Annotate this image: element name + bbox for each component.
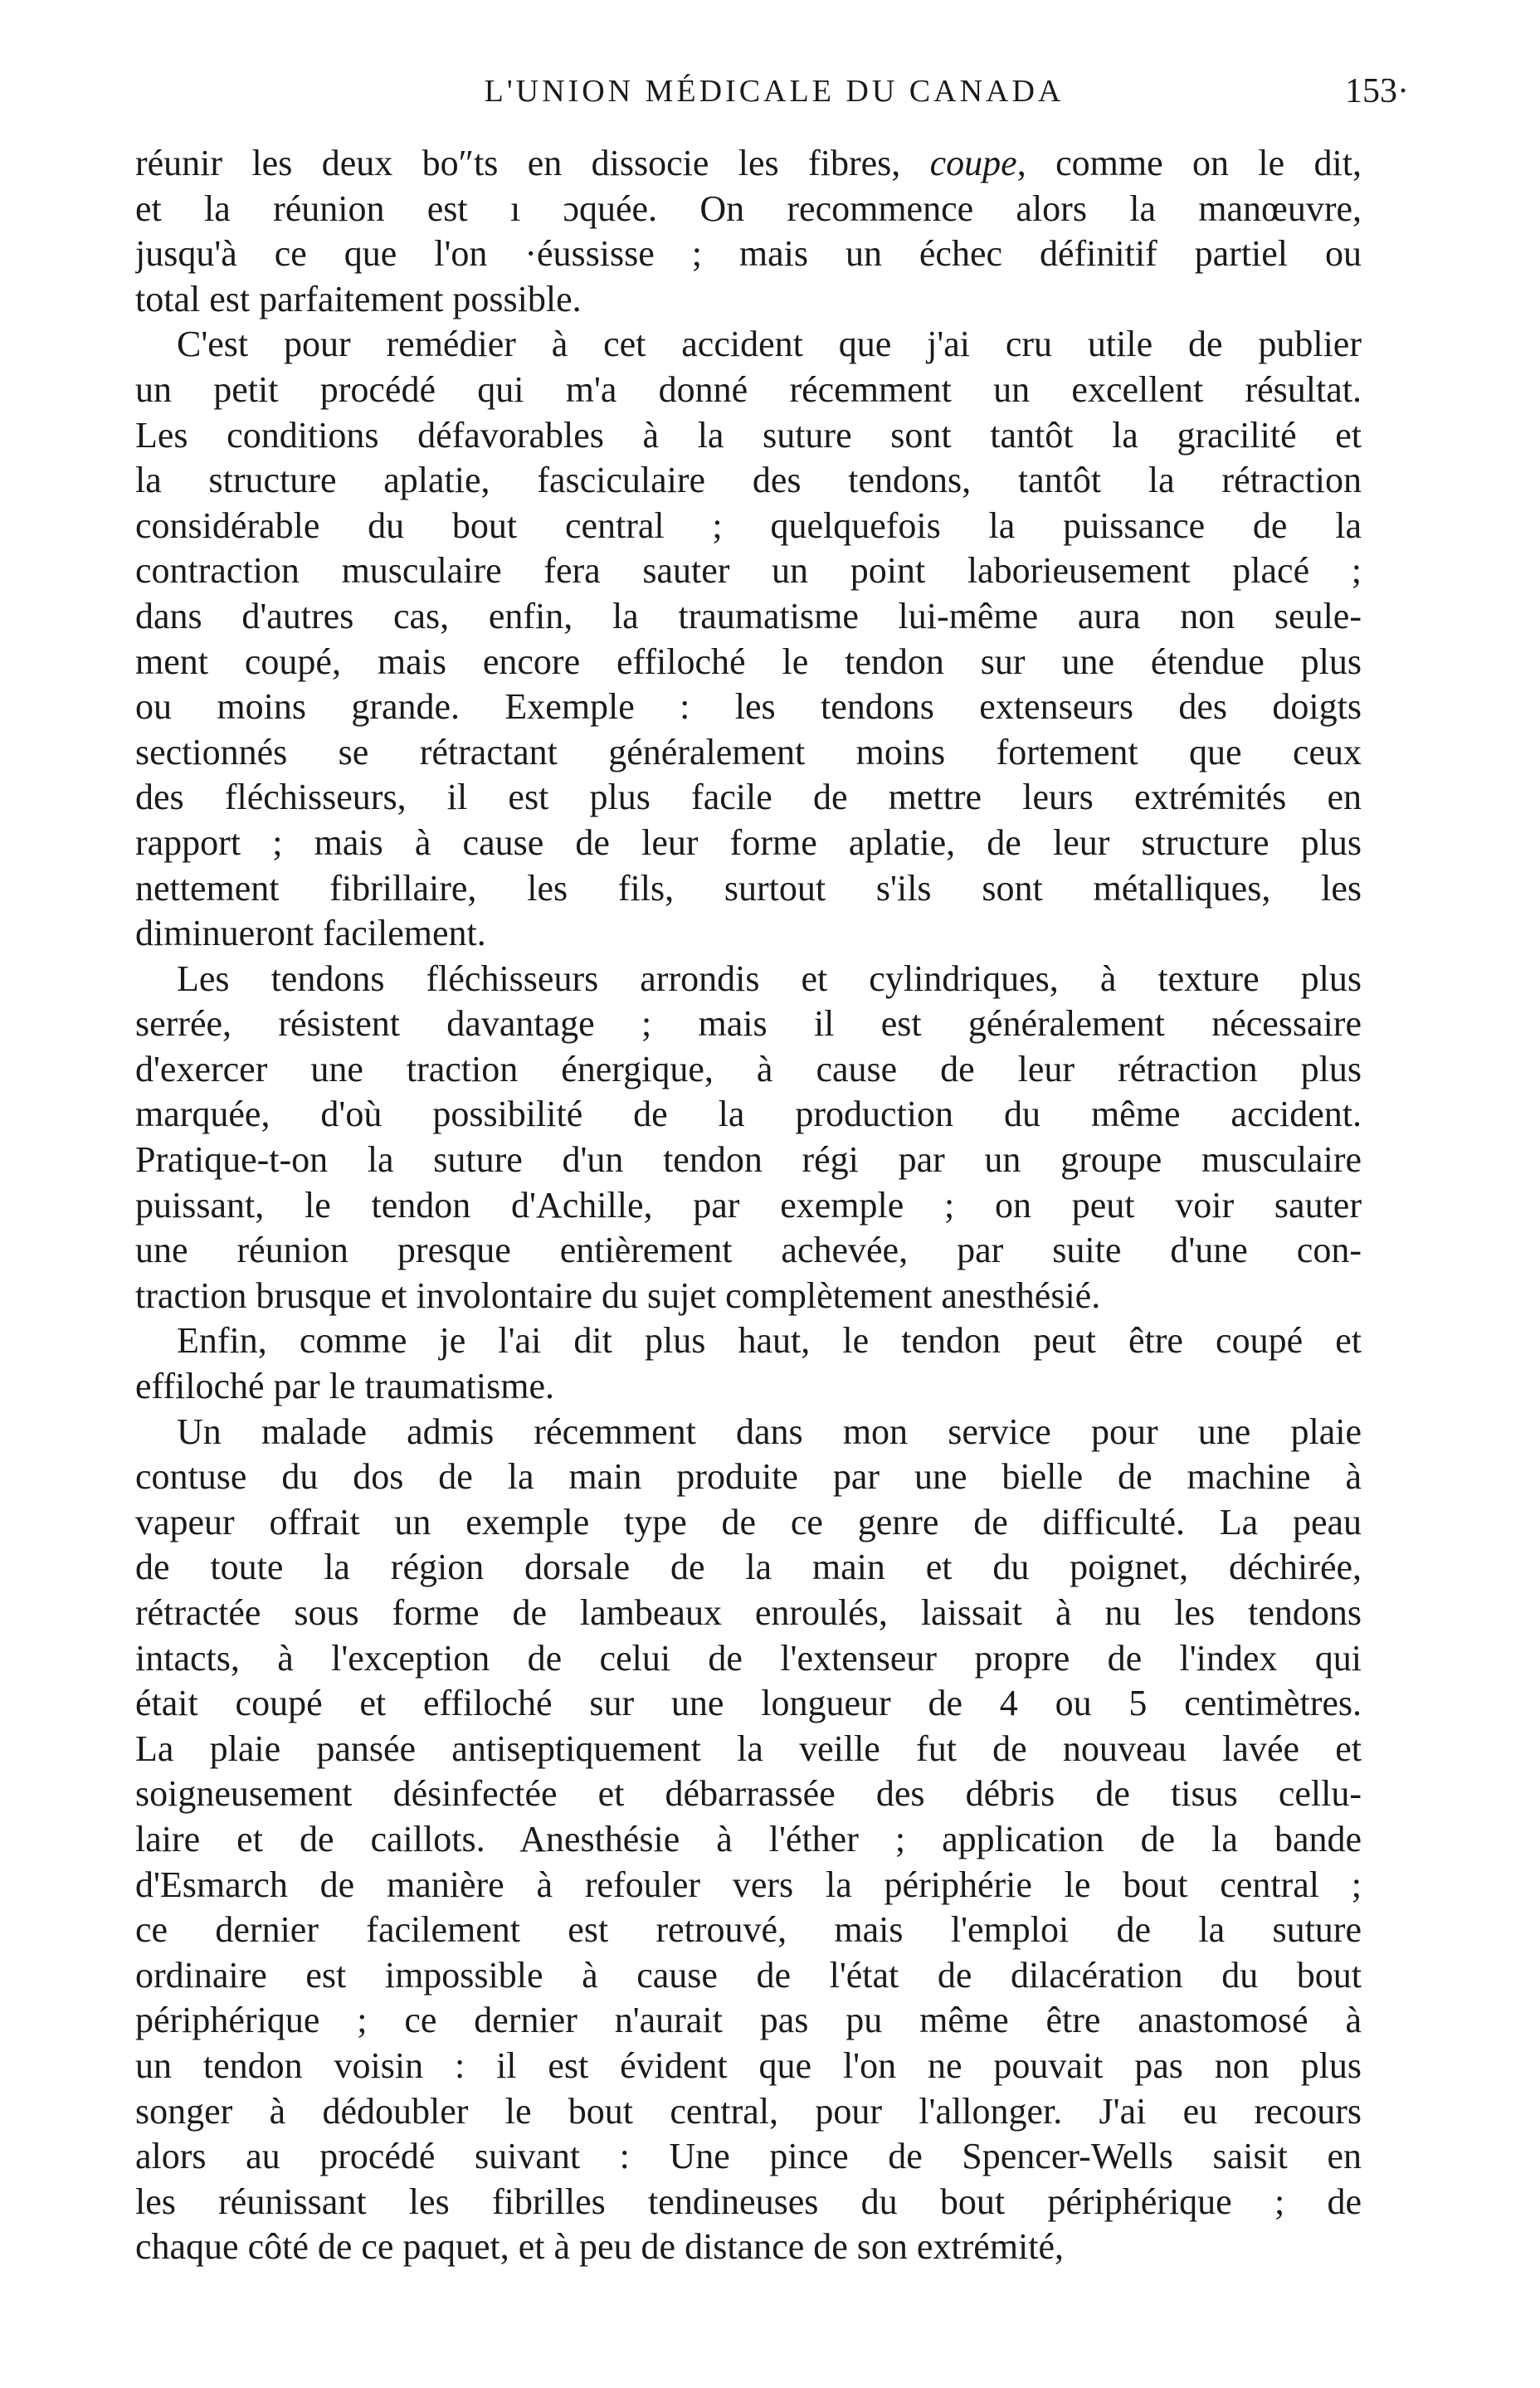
text-line: était coupé et effiloché sur une longueur de 4 ou 5 centimètres. — [135, 1683, 1362, 1724]
text-line: d'exercer une traction énergique, à cause de leur rétraction plus — [135, 1048, 1362, 1089]
text-line: de toute la région dorsale de la main et du poignet, déchirée, — [135, 1547, 1362, 1588]
text-line: contuse du dos de la main produite par une bielle de machine à — [135, 1456, 1362, 1498]
text-line: Les tendons fléchisseurs arrondis et cylindriques, à texture plus — [177, 958, 1362, 999]
text-line: et la réunion est ı ɔquée. On recommence alors la manœuvre, — [135, 188, 1362, 229]
text-line: un tendon voisin : il est évident que l'on ne pouvait pas non plus — [135, 2044, 1362, 2086]
page-header — [139, 66, 1409, 116]
text-line: contraction musculaire fera sauter un point laborieusement placé ; — [135, 550, 1362, 592]
text-line: des fléchisseurs, il est plus facile de mettre leurs extrémités en — [135, 777, 1362, 818]
text-line: dans d'autres cas, enfin, la traumatisme lui-même aura non seule- — [135, 595, 1362, 636]
text-line: sectionnés se rétractant généralement moins fortement que ceux — [135, 731, 1362, 772]
text-line: réunir les deux bo″ts en dissocie les fibres, coupe, comme on le dit, — [135, 143, 1362, 183]
text-line: C'est pour remédier à cet accident que j'ai cru utile de publier — [177, 324, 1362, 365]
text-line: laire et de caillots. Anesthésie à l'éther ; application de la bande — [135, 1818, 1362, 1859]
text-line: total est parfaitement possible. — [135, 278, 582, 319]
text-line: ce dernier facilement est retrouvé, mais l'emploi de la suture — [135, 1909, 1362, 1951]
text-line: ment coupé, mais encore effiloché le tendon sur une étendue plus — [135, 641, 1362, 682]
text-line: considérable du bout central ; quelquefois la puissance de la — [135, 504, 1362, 546]
text-line: vapeur offrait un exemple type de ce genre de difficulté. La peau — [135, 1501, 1362, 1542]
text-line: La plaie pansée antiseptiquement la veille fut de nouveau lavée et — [135, 1728, 1362, 1769]
text-line: songer à dédoubler le bout central, pour l'allonger. J'ai eu recours — [135, 2090, 1362, 2132]
paragraph — [135, 141, 1362, 322]
paragraph — [135, 1410, 1362, 2270]
text-line: serrée, résistent davantage ; mais il est généralement nécessaire — [135, 1003, 1362, 1045]
text-line: ou moins grande. Exemple : les tendons extenseurs des doigts — [135, 686, 1362, 728]
text-line: la structure aplatie, fasciculaire des tendons, tantôt la rétraction — [135, 460, 1362, 501]
text-line: puissant, le tendon d'Achille, par exemple ; on peut voir sauter — [135, 1184, 1362, 1226]
text-line: alors au procédé suivant : Une pince de Spencer-Wells saisit en — [135, 2136, 1362, 2177]
text-line: rapport ; mais à cause de leur forme aplatie, de leur structure plus — [135, 821, 1362, 863]
text-line: Un malade admis récemment dans mon service pour une plaie — [177, 1411, 1362, 1452]
text-line: rétractée sous forme de lambeaux enroulés, laissait à nu les tendons — [135, 1592, 1362, 1633]
text-line: une réunion presque entièrement achevée, par suite d'une con- — [135, 1230, 1362, 1271]
text-line: Enfin, comme je l'ai dit plus haut, le tendon peut être coupé et — [177, 1320, 1362, 1362]
text-line: soigneusement désinfectée et débarrassée des débris de tisus cellu- — [135, 1773, 1362, 1815]
text-line: effiloché par le traumatisme. — [135, 1366, 554, 1407]
text-line: marquée, d'où possibilité de la production du même accident. — [135, 1094, 1362, 1135]
text-line: d'Esmarch de manière à refouler vers la périphérie le bout central ; — [135, 1864, 1362, 1905]
paragraph — [135, 1318, 1362, 1409]
text-line: un petit procédé qui m'a donné récemment un excellent résultat. — [135, 368, 1362, 410]
text-line: ordinaire est impossible à cause de l'état de dilacération du bout — [135, 1954, 1362, 1996]
body-text — [135, 141, 1362, 2270]
text-line: jusqu'à ce que l'on ·éussisse ; mais un échec définitif partiel ou — [135, 233, 1362, 275]
text-line: Pratique-t-on la suture d'un tendon régi par un groupe musculaire — [135, 1139, 1362, 1181]
running-title: L'UNION MÉDICALE DU CANADA — [484, 74, 1065, 109]
text-line: chaque côté de ce paquet, et à peu de distance de son extrémité, — [135, 2226, 1065, 2268]
text-line: les réunissant les fibrilles tendineuses du bout périphérique ; de — [135, 2181, 1362, 2222]
text-line: nettement fibrillaire, les fils, surtout s'ils sont métalliques, les — [135, 867, 1362, 909]
text-line: traction brusque et involontaire du sujet complètement anesthésié. — [135, 1274, 1101, 1316]
text-line: périphérique ; ce dernier n'aurait pas pu même être anastomosé à — [135, 2000, 1362, 2041]
page-number: 153· — [1345, 72, 1409, 110]
paragraph — [135, 322, 1362, 956]
paragraph — [135, 957, 1362, 1319]
text-line: diminueront facilement. — [135, 913, 486, 954]
text-line: Les conditions défavorables à la suture sont tantôt la gracilité et — [135, 414, 1362, 456]
text-line: intacts, à l'exception de celui de l'extenseur propre de l'index qui — [135, 1637, 1362, 1679]
